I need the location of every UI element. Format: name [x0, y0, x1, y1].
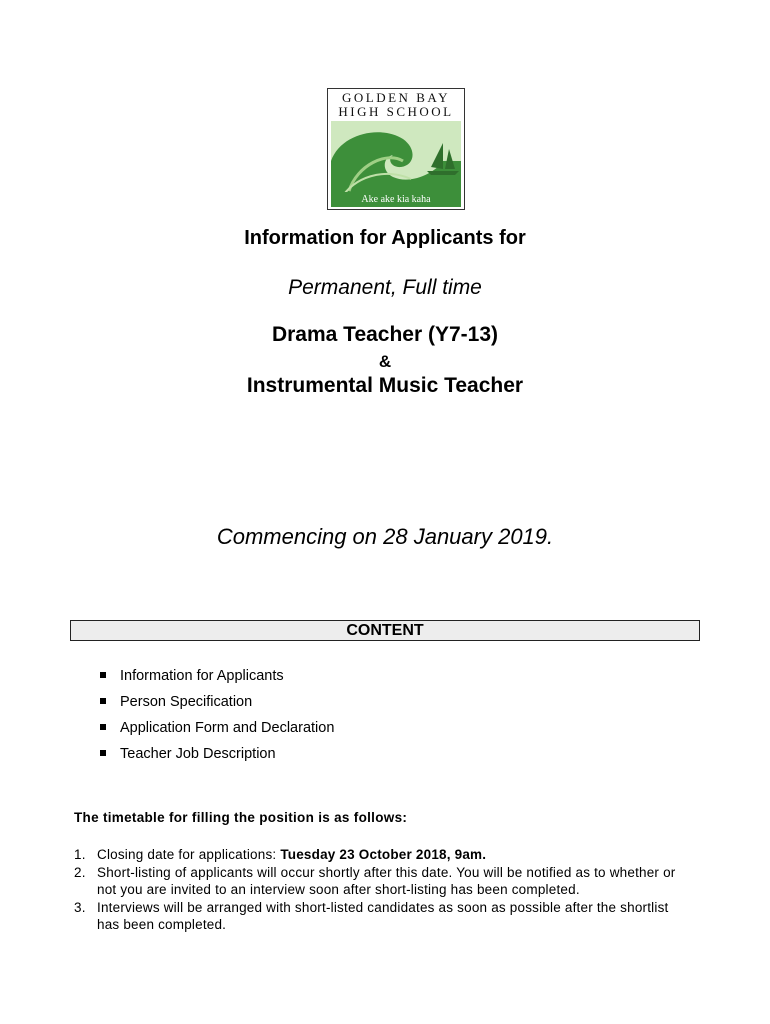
list-item-label: Person Specification — [120, 694, 253, 710]
bullet-square-icon — [100, 672, 106, 678]
step-text: Short-listing of applicants will occur shortly after this date. You will be notified as to whether or not you are invited to an interview soon after short-listing has been completed. — [97, 864, 676, 897]
timetable-heading: The timetable for filling the position is as follows: — [74, 810, 408, 825]
logo-line-2: HIGH SCHOOL — [338, 104, 454, 119]
list-item — [100, 692, 334, 718]
step-number: 1. — [74, 847, 86, 862]
step-text: Closing date for applications: — [97, 847, 281, 862]
commencing-date: Commencing on 28 January 2019. — [216, 524, 554, 549]
content-list — [100, 666, 334, 770]
step-number: 2. — [74, 864, 86, 880]
logo-motto: Ake ake kia kaha — [331, 192, 461, 207]
step-text: Interviews will be arranged with short-listed candidates as soon as possible after the shortlist has been completed. — [97, 899, 669, 932]
step-number: 3. — [74, 899, 86, 915]
timetable-steps — [74, 846, 694, 934]
list-item — [100, 666, 334, 692]
step-bold-text: Tuesday 23 October 2018, 9am. — [280, 847, 487, 862]
bullet-square-icon — [100, 724, 106, 730]
list-item — [100, 718, 334, 744]
timetable-step — [74, 864, 694, 899]
logo-line-1: GOLDEN BAY — [342, 90, 450, 105]
list-item-label: Teacher Job Description — [120, 746, 276, 762]
timetable-step — [74, 846, 694, 864]
list-item-label: Information for Applicants — [120, 668, 284, 684]
bullet-square-icon — [100, 750, 106, 756]
position-drama: Drama Teacher (Y7-13) — [271, 323, 499, 346]
position-music: Instrumental Music Teacher — [246, 374, 524, 397]
timetable-step — [74, 899, 694, 934]
info-title: Information for Applicants for — [244, 227, 526, 249]
school-logo — [327, 88, 465, 210]
list-item-label: Application Form and Declaration — [120, 720, 335, 736]
employment-type: Permanent, Full time — [288, 276, 482, 299]
bullet-square-icon — [100, 698, 106, 704]
content-heading: CONTENT — [70, 620, 700, 641]
position-ampersand: & — [378, 352, 392, 371]
list-item — [100, 744, 334, 770]
